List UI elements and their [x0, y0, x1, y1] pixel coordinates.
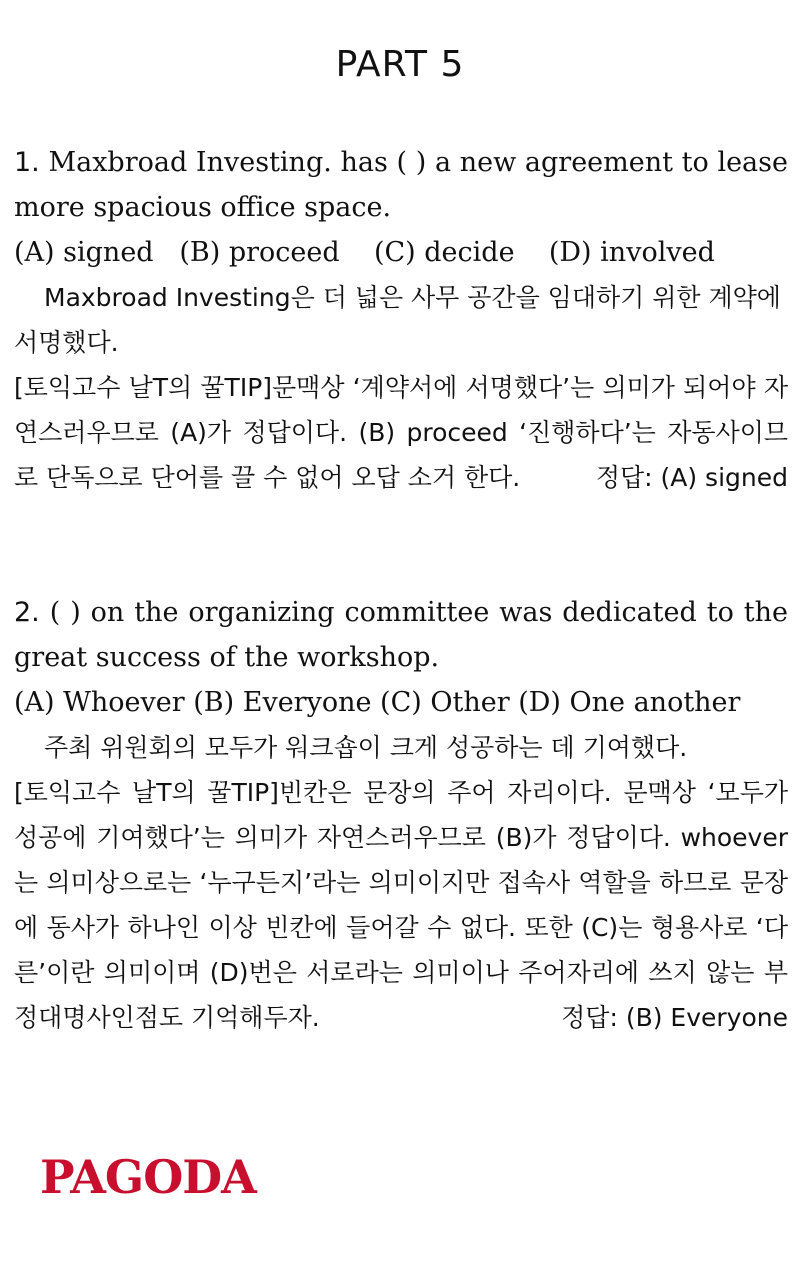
question-2-translation: 주최 위원회의 모두가 워크숍이 크게 성공하는 데 기여했다. — [44, 733, 688, 762]
question-2-tip — [14, 770, 788, 1040]
question-1-tip — [14, 365, 788, 500]
question-2 — [14, 590, 788, 1040]
question-2-stem — [14, 590, 788, 680]
question-1-number: 1. — [14, 147, 40, 178]
question-1-stem-text: Maxbroad Investing. has ( ) a new agreement to lease more spacious office space. — [14, 147, 788, 223]
question-1-answer: 정답: (A) signed — [595, 463, 788, 492]
question-1-options: (A) signed (B) proceed (C) decide (D) involved — [14, 237, 715, 268]
page-title: PART 5 — [335, 44, 465, 85]
question-2-stem-text: ( ) on the organizing committee was dedicated to the great success of the workshop. — [14, 597, 788, 673]
question-1 — [14, 140, 788, 500]
question-2-options: (A) Whoever (B) Everyone (C) Other (D) One another — [14, 687, 741, 718]
question-1-stem — [14, 140, 788, 230]
question-1-translation: Maxbroad Investing은 더 넓은 사무 공간을 임대하기 위한 계약에 서명했다. — [14, 283, 781, 357]
question-2-tip-text: [토익고수 날T의 꿀TIP]빈칸은 문장의 주어 자리이다. 문맥상 ‘모두가 성공에 기여했다’는 의미가 자연스러우므로 (B)가 정답이다. whoever는 의미상으로는 ‘누구든지’라는 의미이지만 접속사 역할을 하므로 문장에 동사가 하나인 이상 빈칸에 들어갈 수 없다. 또한 (C)는 형용사로 ‘다른’이란 의미이며 (D)번은 서로라는 의미이나 주어자리에 쓰지 않는 부정대명사인점도 기억해두자. — [14, 778, 788, 1032]
question-2-number: 2. — [14, 597, 40, 628]
pagoda-logo: PAGODA — [40, 1150, 256, 1204]
question-1-tip-text: [토익고수 날T의 꿀TIP]문맥상 ‘계약서에 서명했다’는 의미가 되어야 자연스러우므로 (A)가 정답이다. (B) proceed ‘진행하다’는 자동사이므로 단독으로 단어를 끌 수 없어 오답 소거 한다. — [14, 373, 788, 492]
question-2-answer: 정답: (B) Everyone — [561, 1003, 788, 1032]
